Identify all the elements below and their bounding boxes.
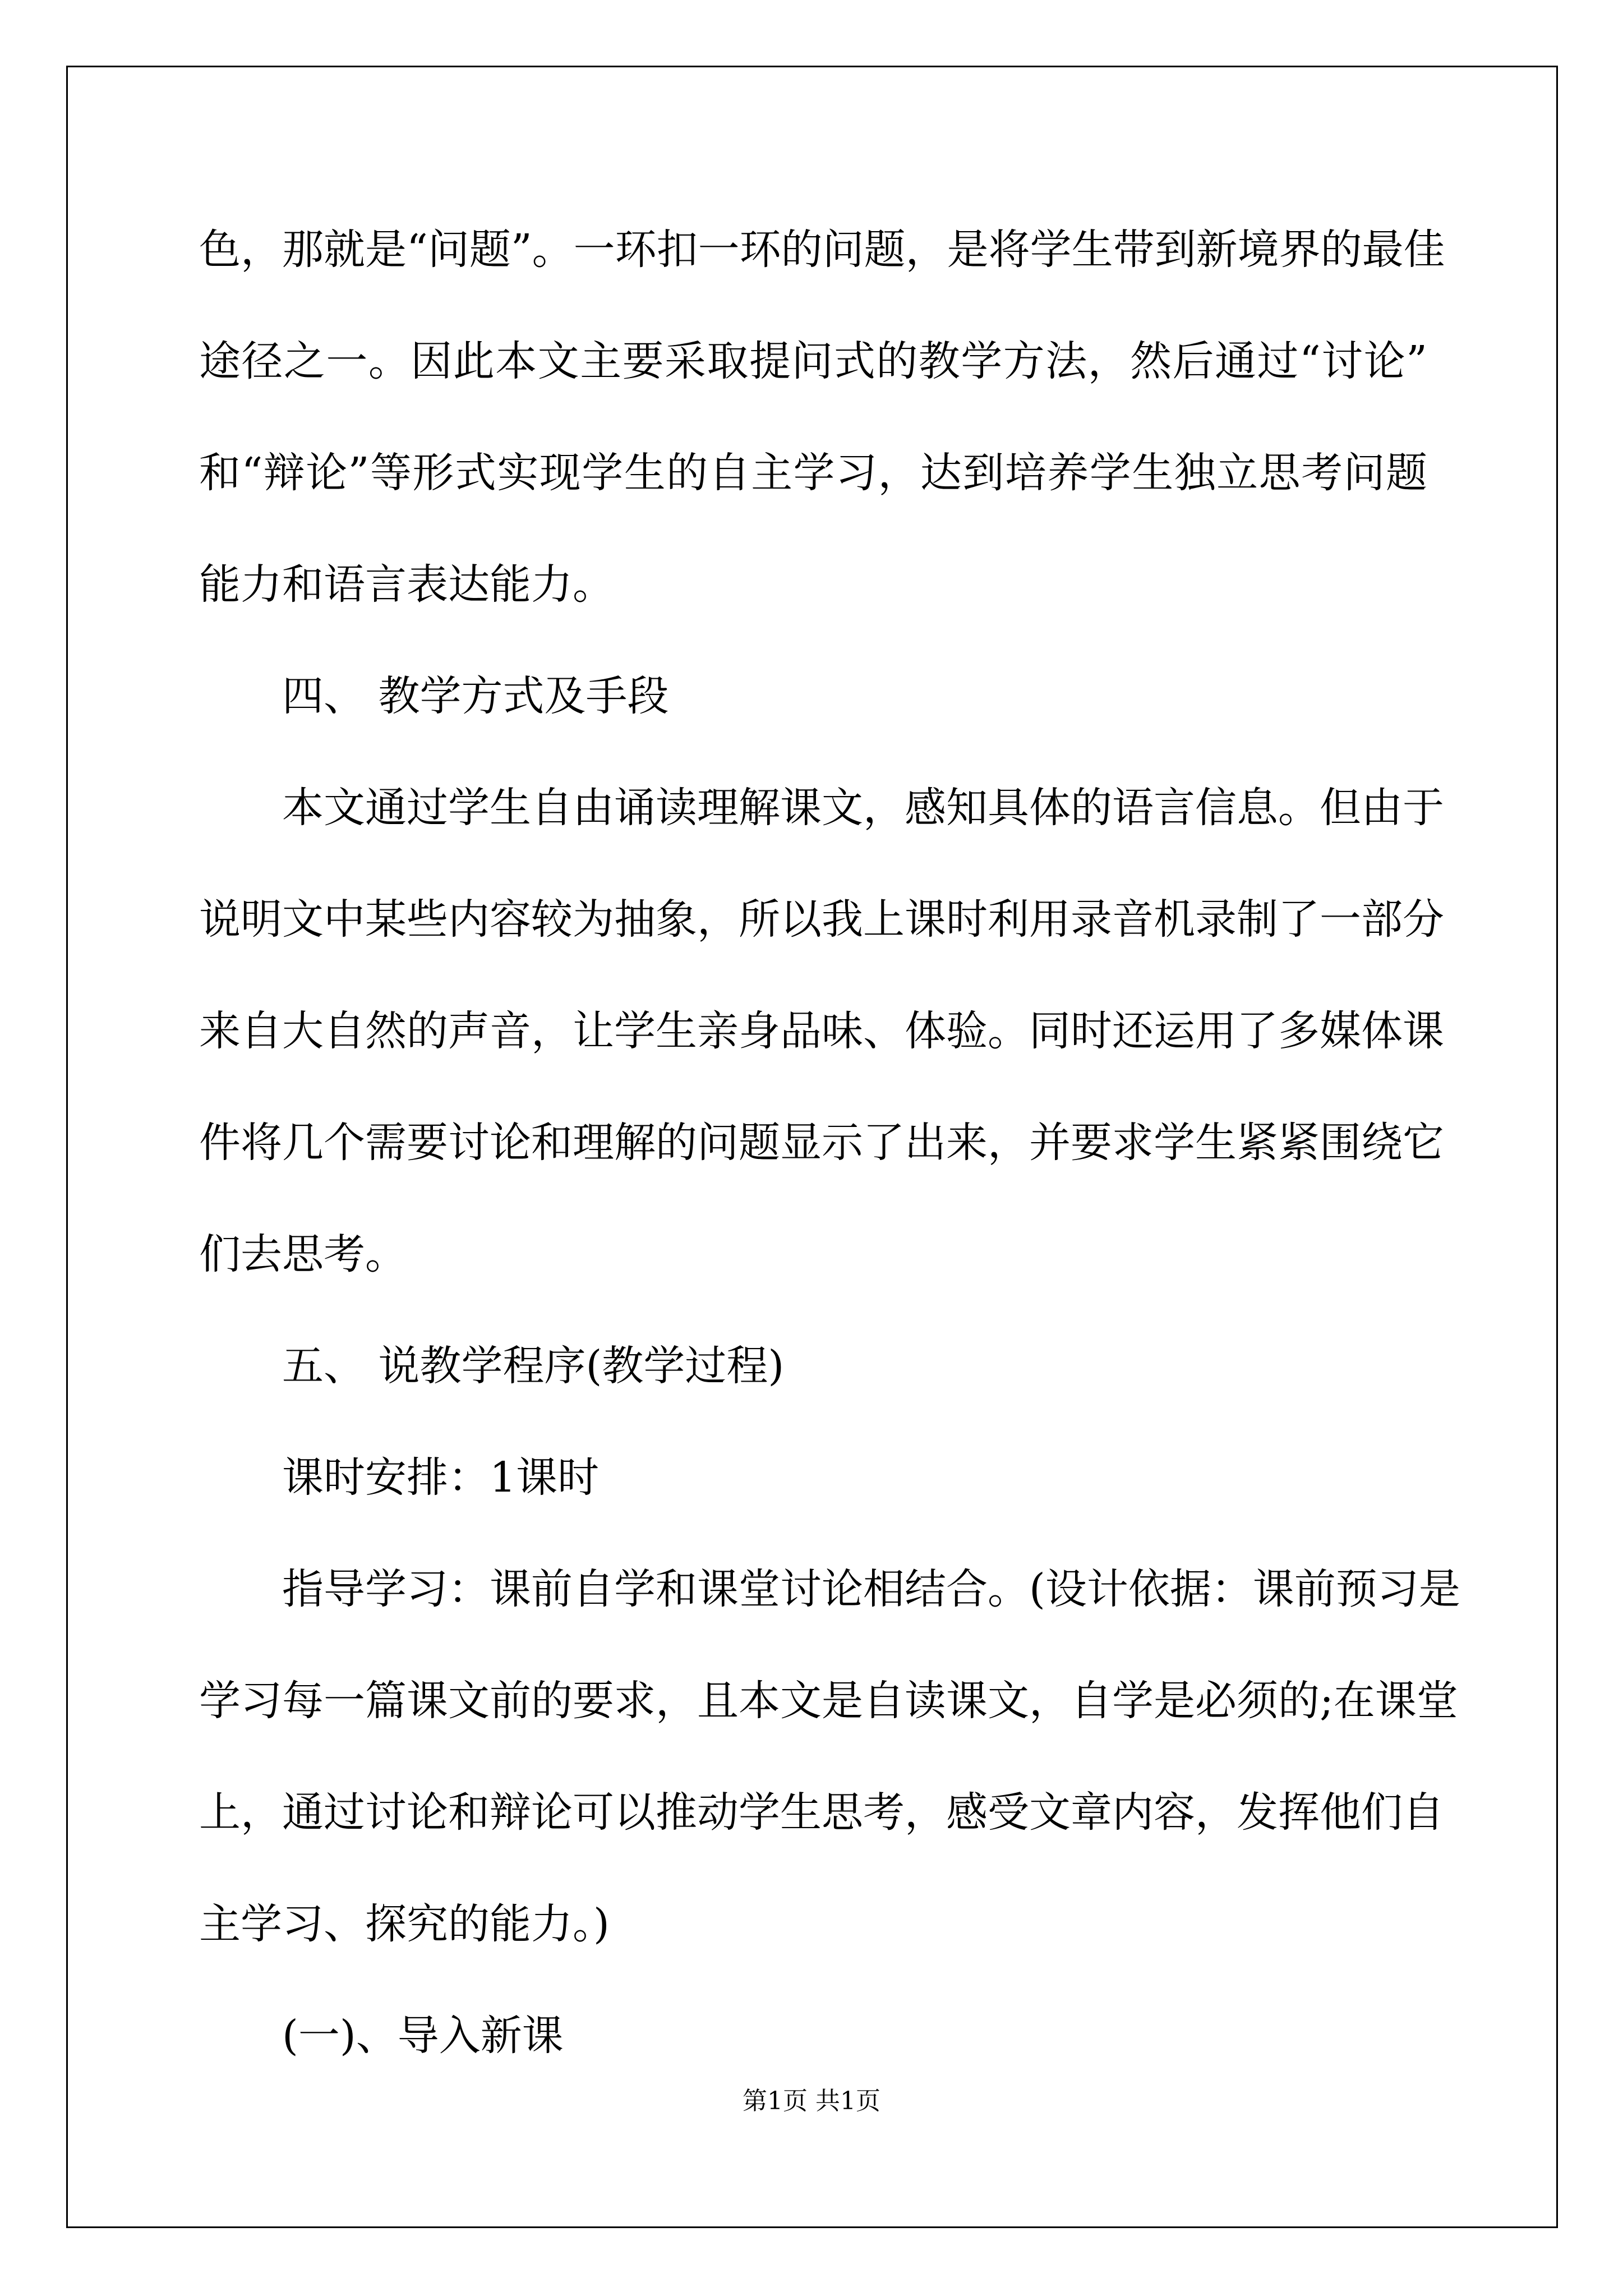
paragraph-line: 来自大自然的声音，让学生亲身品味、体验。同时还运用了多媒体课 (199, 1007, 1444, 1055)
section-heading: 四、 教学方式及手段 (282, 672, 669, 720)
section-heading: 五、 说教学程序(教学过程) (282, 1342, 785, 1390)
paragraph-line: 们去思考。 (199, 1230, 407, 1278)
paragraph-line: 说明文中某些内容较为抽象，所以我上课时利用录音机录制了一部分 (199, 895, 1444, 944)
paragraph-line: 课时安排：1课时 (282, 1453, 600, 1502)
paragraph-line: 本文通过学生自由诵读理解课文，感知具体的语言信息。但由于 (282, 784, 1444, 832)
paragraph-line: 和“辩论”等形式实现学生的自主学习，达到培养学生独立思考问题 (199, 449, 1427, 497)
paragraph-line: 上，通过讨论和辩论可以推动学生思考，感受文章内容，发挥他们自 (199, 1788, 1444, 1837)
section-heading: (一)、导入新课 (282, 2012, 564, 2060)
paragraph-line: 色，那就是“问题”。一环扣一环的问题，是将学生带到新境界的最佳 (199, 226, 1445, 274)
paragraph-line: 主学习、探究的能力。) (199, 1900, 610, 1948)
paragraph-line: 件将几个需要讨论和理解的问题显示了出来，并要求学生紧紧围绕它 (199, 1119, 1444, 1167)
paragraph-line: 学习每一篇课文前的要求，且本文是自读课文，自学是必须的;在课堂 (199, 1677, 1458, 1725)
page-number-footer: 第1页 共1页 (743, 2087, 880, 2115)
paragraph-line: 指导学习：课前自学和课堂讨论相结合。(设计依据：课前预习是 (282, 1565, 1460, 1613)
paragraph-line: 能力和语言表达能力。 (199, 560, 614, 609)
paragraph-line: 途径之一。因此本文主要采取提问式的教学方法，然后通过“讨论” (199, 337, 1427, 385)
